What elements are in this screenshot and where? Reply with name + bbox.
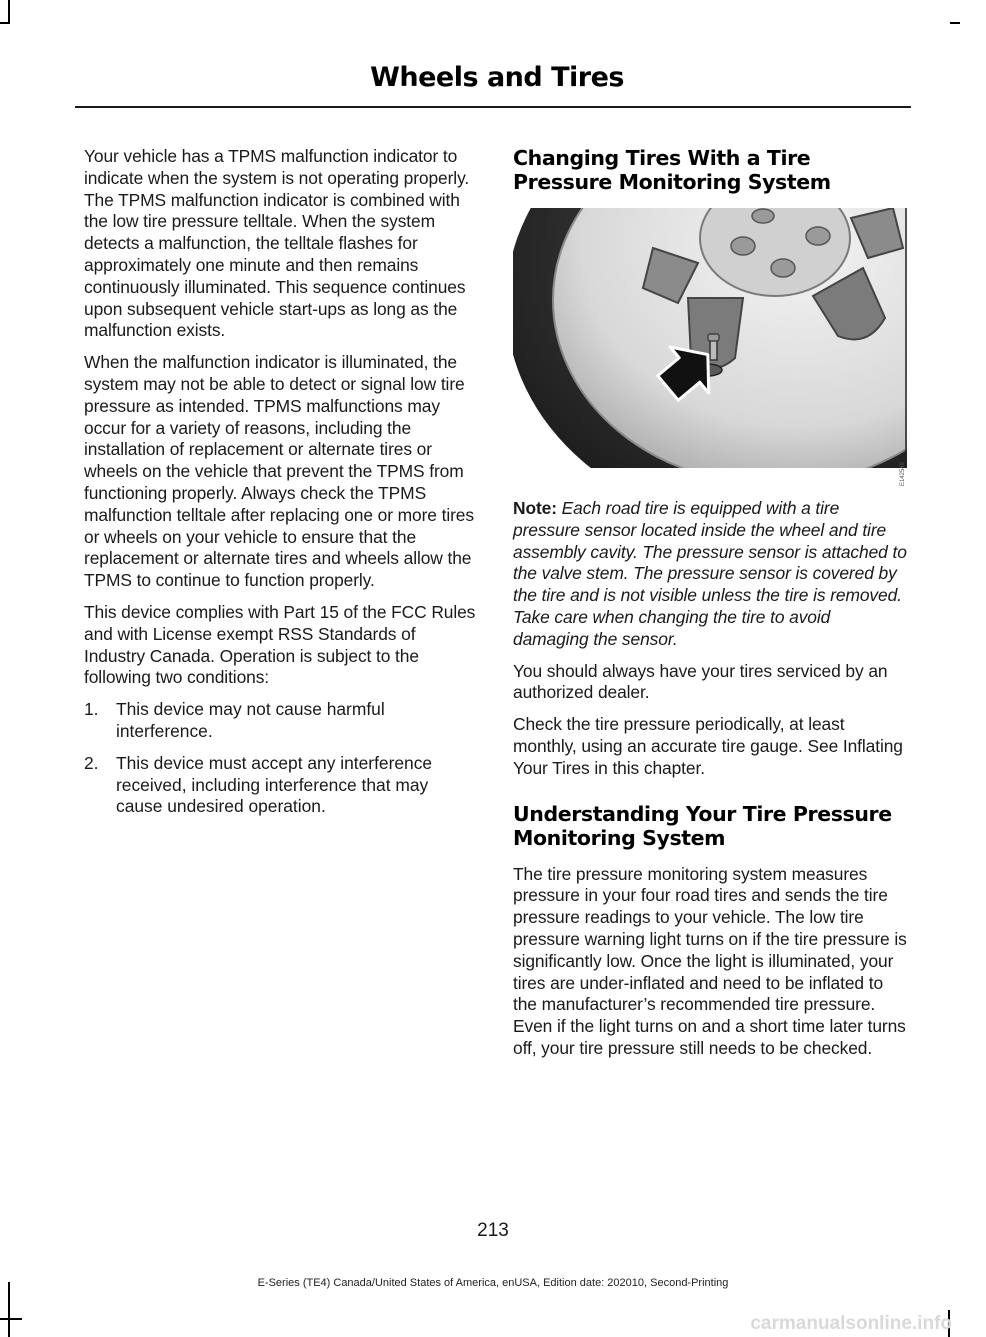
- numbered-list: [84, 699, 476, 818]
- list-item: [84, 753, 476, 818]
- section-heading: Understanding Your Tire Pressure Monitoring System: [513, 801, 892, 850]
- list-item-text: This device may not cause harmful interference.: [116, 699, 385, 741]
- paragraph: Your vehicle has a TPMS malfunction indicator to indicate when the system is not operating properly. The TPMS malfunction indicator is combined with the low tire pressure telltale. When the system detects a malfunction, the telltale flashes for approximately one minute and then remains continuously illuminated. This sequence continues upon subsequent vehicle start-ups as long as the malfunction exists.: [84, 146, 470, 341]
- list-item-text: This device must accept any interference received, including interference that may cause undesired operation.: [116, 752, 433, 817]
- paragraph: Check the tire pressure periodically, at least monthly, using an accurate tire gauge. See Inflating Your Tires in this chapter.: [513, 714, 903, 778]
- tire-illustration-svg: [513, 208, 907, 487]
- note-paragraph: [513, 498, 907, 651]
- page-title: Wheels and Tires: [370, 62, 624, 93]
- list-item-number: 1.: [84, 699, 99, 720]
- page-number: 213: [477, 1220, 509, 1241]
- figure-id: E142549: [900, 462, 906, 487]
- header-rule: [75, 106, 911, 108]
- edition-footer: E-Series (TE4) Canada/United States of America, enUSA, Edition date: 202010, Second-Printing: [257, 1277, 729, 1289]
- paragraph: This device complies with Part 15 of the FCC Rules and with License exempt RSS Standards of Industry Canada. Operation is subject to the following two conditions:: [84, 601, 476, 688]
- crop-mark: [950, 22, 960, 24]
- section-heading: Changing Tires With a Tire Pressure Monitoring System: [513, 146, 831, 194]
- crop-mark: [8, 0, 10, 22]
- right-column: [513, 146, 907, 1070]
- paragraph: You should always have your tires serviced by an authorized dealer.: [513, 660, 888, 703]
- crop-mark: [0, 1318, 22, 1320]
- paragraph: The tire pressure monitoring system measures pressure in your four road tires and sends the tire pressure readings to your vehicle. The low tire pressure warning light turns on if the tire pressure is significantly low. Once the light is illuminated, your tires are under-inflated and need to be inflated to the manufacturer’s recommended tire pressure. Even if the light turns on and a short time later turns off, your tire pressure still needs to be checked.: [513, 863, 907, 1058]
- crop-mark: [0, 22, 10, 24]
- list-item: [84, 699, 476, 743]
- watermark: carmanualsonline.info: [750, 1313, 952, 1334]
- note-text: Each road tire is equipped with a tire pressure sensor located inside the wheel and tire assembly cavity. The pressure sensor is attached to the valve stem. The pressure sensor is covered by the tire and is not visible unless the tire is removed. Take care when changing the tire to avoid damaging the sensor.: [513, 498, 907, 649]
- crop-mark: [8, 1282, 10, 1337]
- tire-valve-illustration: [513, 208, 907, 487]
- paragraph: When the malfunction indicator is illuminated, the system may not be able to detect or signal low tire pressure as intended. TPMS malfunctions may occur for a variety of reasons, including the installation of replacement or alternate tires or wheels on the vehicle that prevent the TPMS from functioning properly. Always check the TPMS malfunction telltale after replacing one or more tires or wheels on your vehicle to ensure that the replacement or alternate tires and wheels allow the TPMS to continue to function properly.: [84, 352, 474, 591]
- list-item-number: 2.: [84, 752, 99, 773]
- note-label: Note:: [513, 498, 557, 518]
- left-column: [84, 146, 476, 828]
